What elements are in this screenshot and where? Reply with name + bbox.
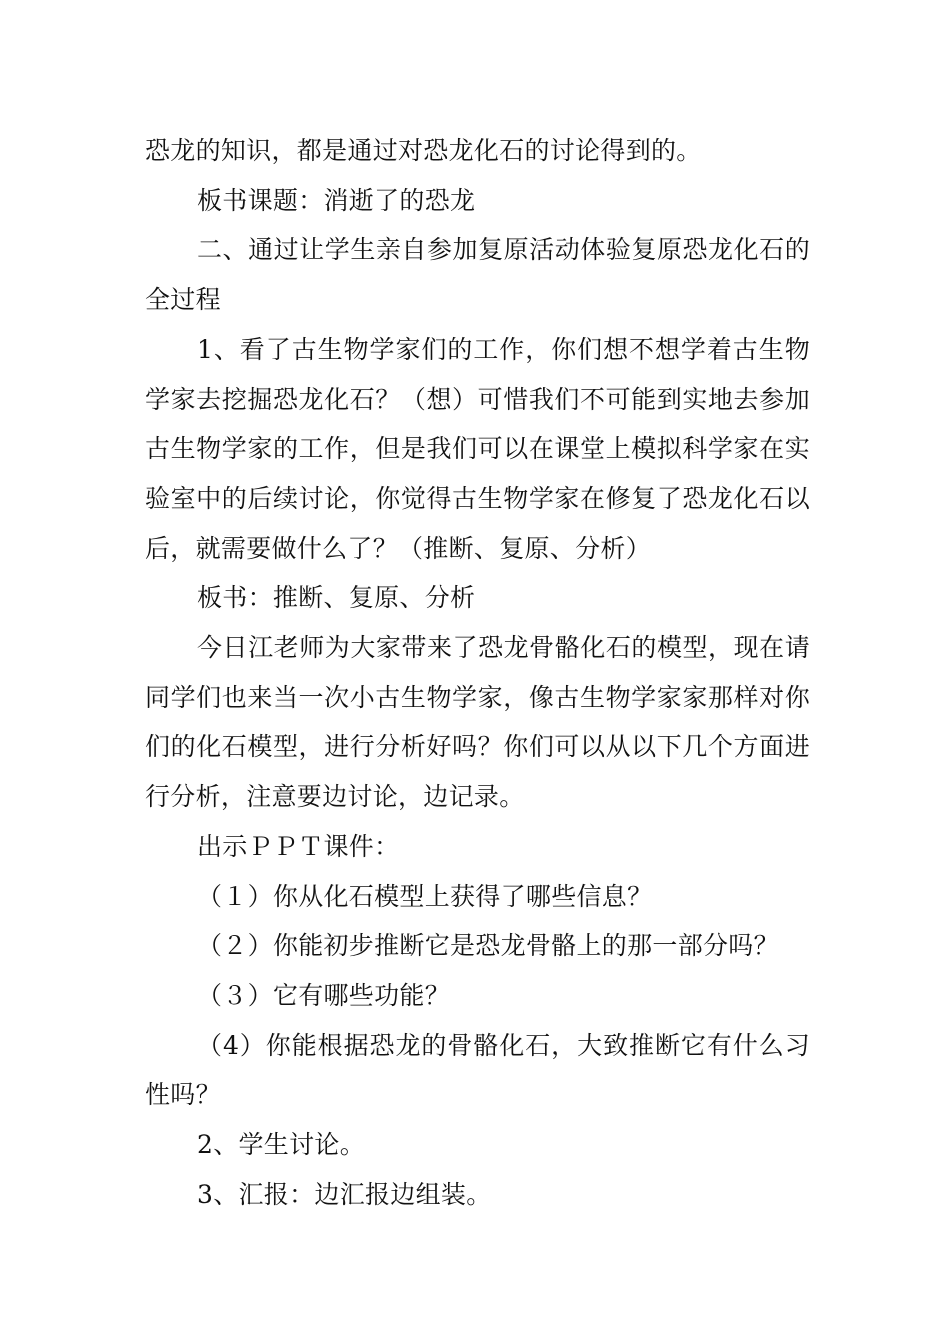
paragraph-step-three: 3、汇报：边汇报边组装。 <box>197 1179 492 1209</box>
document-body <box>145 126 810 1219</box>
paragraph-teacher-intro: 今日江老师为大家带来了恐龙骨骼化石的模型，现在请同学们也来当一次小古生物学家，像古生物学家家那样对你们的化石模型，进行分析好吗？你们可以从以下几个方面进行分析，注意要边讨论，边记录。 <box>145 633 810 812</box>
paragraph-show-ppt: 出示ＰＰＴ课件： <box>197 831 400 861</box>
paragraph-step-two: 2、学生讨论。 <box>197 1130 366 1160</box>
question-item-3: （３）它有哪些功能？ <box>197 980 451 1010</box>
question-item-1: （１）你从化石模型上获得了哪些信息？ <box>197 881 653 911</box>
paragraph-continuation: 恐龙的知识，都是通过对恐龙化石的讨论得到的。 <box>145 136 702 165</box>
paragraph-board-notes: 板书：推断、复原、分析 <box>197 583 476 613</box>
question-item-4: （4）你能根据恐龙的骨骼化石，大致推断它有什么习性吗？ <box>145 1030 810 1110</box>
paragraph-step-one: 1、看了古生物学家们的工作，你们想不想学着古生物学家去挖掘恐龙化石？（想）可惜我们不可能到实地去参加古生物学家的工作，但是我们可以在课堂上模拟科学家在实验室中的后续讨论，你觉得古生物学家在修复了恐龙化石以后，就需要做什么了？（推断、复原、分析） <box>145 334 810 563</box>
paragraph-board-title: 板书课题：消逝了的恐龙 <box>197 185 476 215</box>
paragraph-section-two: 二、通过让学生亲自参加复原活动体验复原恐龙化石的全过程 <box>145 235 810 315</box>
question-item-2: （２）你能初步推断它是恐龙骨骼上的那一部分吗？ <box>197 931 779 961</box>
